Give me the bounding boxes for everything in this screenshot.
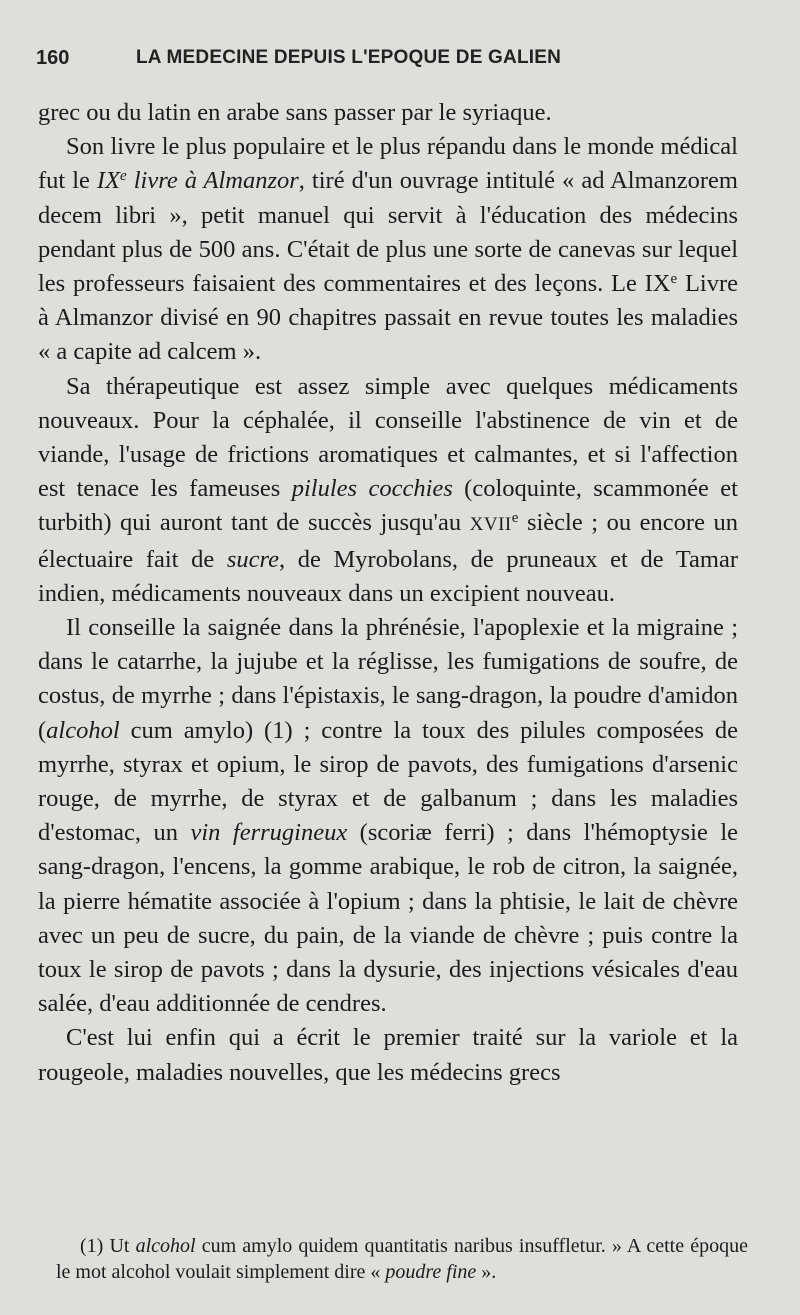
footnote: [56, 1233, 748, 1285]
text-span: Sa thérapeutique est assez simple avec quelques médicaments nouveaux. Pour la céphalée, il conseille l'abstinence de vin et de viande, l'usage de frictions aromatiques et calmantes, et si l'affection est tenace les fameuses: [38, 372, 738, 503]
paragraph-variole: [38, 1021, 738, 1089]
text-span: C'est lui enfin qui a écrit le premier traité sur la variole et la rougeole, maladies nouvelles, que les médecins grecs: [38, 1024, 738, 1086]
italic-span: pilules cocchies: [291, 475, 453, 503]
page-header: [36, 47, 616, 77]
superscript: e: [120, 168, 127, 185]
footnote-text: [56, 1233, 748, 1285]
italic-span: poudre fine: [385, 1261, 477, 1283]
text-span: Il conseille la saignée dans la phrénésie, l'apoplexie et la migraine ; dans le catarrhe, la jujube et la réglisse, les fumigations de soufre, de costus, de myrrhe ; dans l'épistaxis, le sang-dragon, la poudre d'amidon (: [38, 614, 738, 744]
superscript: e: [511, 510, 519, 527]
small-caps-span: XVII: [469, 514, 512, 536]
italic-span: alcohol: [135, 1235, 196, 1257]
text-span: cum amylo) (1) ; contre la toux des pilules composées de myrrhe, styrax et opium, le sirop de pavots, des fumigations d'arsenic rouge, de myrrhe, de styrax et de galbanum ; dans les maladies d'estomac, un: [38, 716, 738, 847]
italic-span: vin ferrugineux: [190, 819, 348, 847]
text-span: (scoriæ ferri) ; dans l'hémoptysie le sang-dragon, l'encens, la gomme arabique, le rob de citron, la saignée, la pierre hématite associée à l'opium ; dans la phtisie, le lait de chèvre avec un peu de sucre, du pain, de la viande de chèvre ; puis contre la toux le sirop de pavots ; dans la dysurie, des injections vésicales d'eau salée, d'eau additionnée de cendres.: [38, 819, 738, 1018]
running-title: LA MEDECINE DEPUIS L'EPOQUE DE GALIEN: [136, 47, 562, 68]
page-number: 160: [36, 47, 70, 69]
text-span: cum amylo quidem quantitatis naribus insuffletur. » A cette époque le mot alcohol voulait simplement dire «: [56, 1235, 748, 1283]
text-span: (coloquinte, scammonée et turbith) qui auront tant de succès jusqu'au: [38, 475, 738, 537]
paragraph-therapeutique: [38, 370, 738, 611]
paragraph-continuation: [38, 96, 738, 130]
paragraph-saignee: [38, 611, 738, 1021]
paragraph-almanzor: [38, 130, 738, 369]
text-span: (1) Ut: [80, 1235, 136, 1257]
text-span: Son livre le plus populaire et le plus répandu dans le monde médical fut le: [38, 133, 738, 195]
italic-span: IX: [96, 167, 121, 195]
body-text: [38, 96, 738, 1090]
text-span: grec ou du latin en arabe sans passer par le syriaque.: [38, 99, 552, 126]
italic-span: sucre: [226, 545, 279, 573]
superscript: e: [670, 271, 678, 288]
text-span: siècle ; ou encore un électuaire fait de: [38, 509, 739, 573]
text-span: Livre à Almanzor divisé en 90 chapitres passait en revue toutes les maladies « a capite ad calcem ».: [38, 270, 738, 366]
italic-span: livre à Almanzor: [126, 167, 299, 195]
text-span: ».: [476, 1261, 497, 1283]
italic-span: alcohol: [46, 716, 120, 744]
text-span: , de Myrobolans, de pruneaux et de Tamar indien, médicaments nouveaux dans un excipient nouveau.: [38, 545, 738, 607]
text-span: , tiré d'un ouvrage intitulé « ad Almanzorem decem libri », petit manuel qui servit à l'éducation des médecins pendant plus de 500 ans. C'était de plus une sorte de canevas sur lequel les professeurs faisaient des commentaires et des leçons. Le IX: [38, 167, 738, 298]
